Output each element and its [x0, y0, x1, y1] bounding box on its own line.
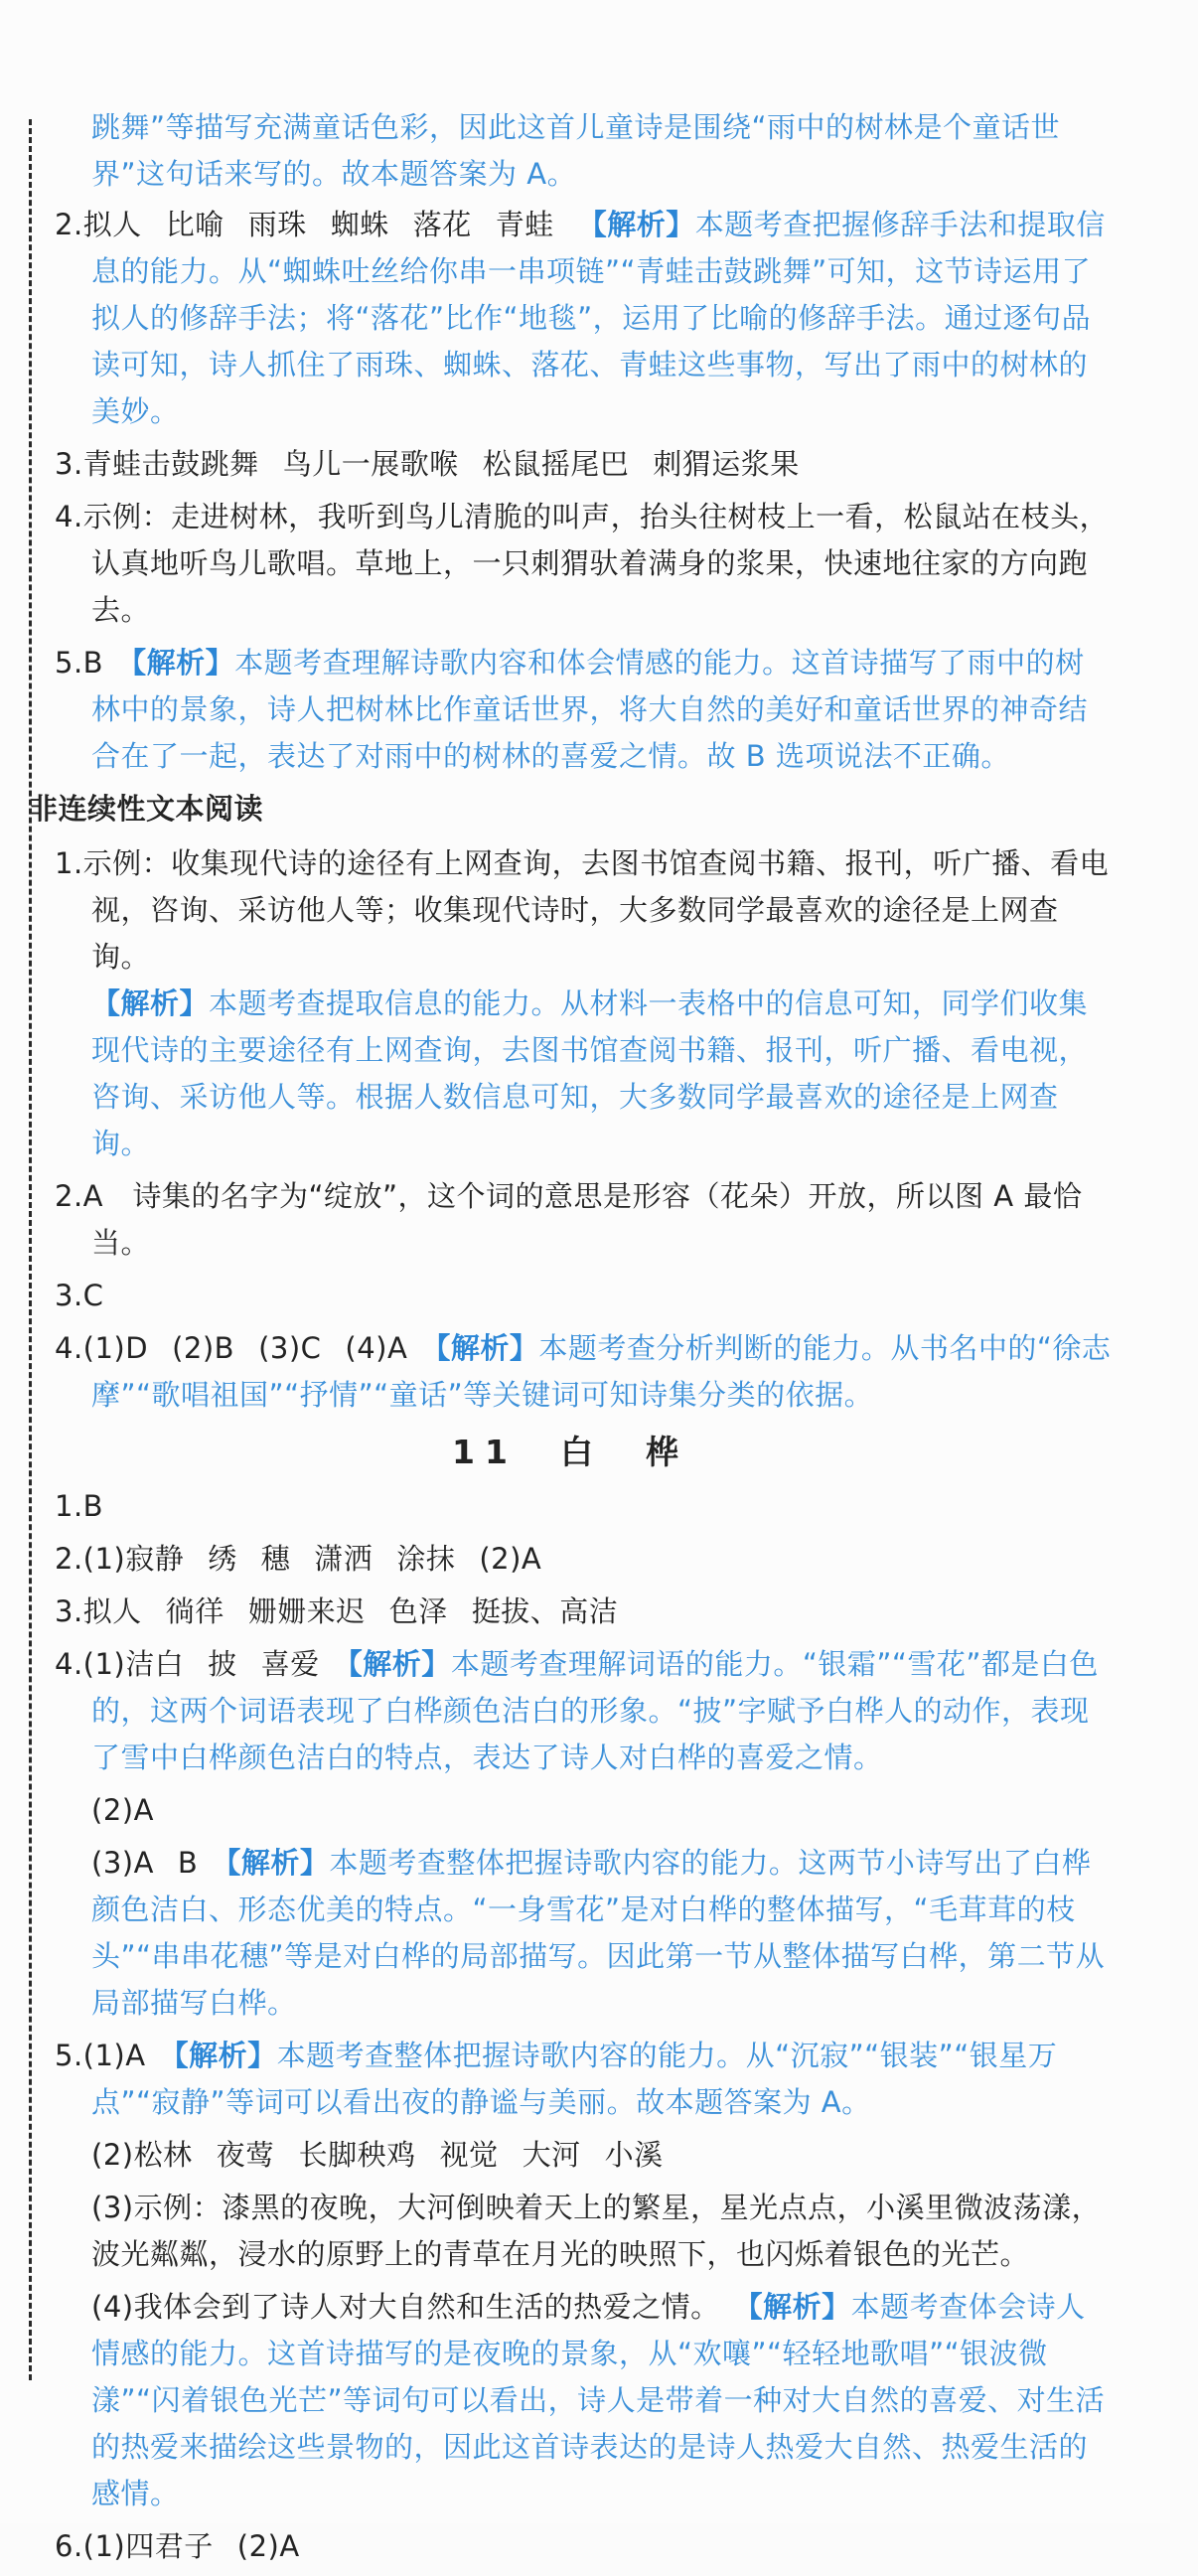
answer-word: 披 [208, 1647, 237, 1681]
answer-word: (1)寂静 [82, 1542, 185, 1576]
answer-item-nc-2 [29, 1173, 1112, 1267]
lesson-item-5-sub-2 [29, 2132, 1112, 2179]
analysis-text: 本题考查提取信息的能力。从材料一表格中的信息可知，同学们收集现代诗的主要途径有上网查询，去图书馆查阅书籍、报刊，听广播、看电视，咨询、采访他人等。根据人数信息可知，大多数同学最喜欢的途径是上网查询。 [91, 986, 1089, 1160]
answer-word: (2)A [479, 1542, 542, 1576]
analysis-text: 本题考查分析判断的能力。从书名中的“徐志摩”“歌唱祖国”“抒情”“童话”等关键词可知诗集分类的依据。 [91, 1331, 1112, 1412]
answer-item-nc-4 [29, 1325, 1112, 1419]
answer-word: 夜莺 [216, 2138, 275, 2172]
item-number: 3. [55, 447, 83, 481]
answer-word: 落花 [412, 208, 472, 241]
lesson-item-4-sub-3 [29, 1840, 1112, 2027]
analysis-tag: 【解析】 [577, 208, 695, 241]
answer-text: 示例：走进树林，我听到鸟儿清脆的叫声，抬头往树枝上一看，松鼠站在枝头，认真地听鸟儿歌唱。草地上，一只刺猬驮着满身的浆果，快速地往家的方向跑去。 [82, 500, 1110, 627]
answer-word: (2)A [236, 2529, 300, 2563]
analysis-tag: 【解析】 [91, 986, 210, 1020]
analysis-text: 本题考查理解诗歌内容和体会情感的能力。这首诗描写了雨中的树林中的景象，诗人把树林比作童话世界，将大自然的美好和童话世界的神奇结合在了一起，表达了对雨中的树林的喜爱之情。故 B 选项说法不正确。 [91, 646, 1089, 773]
lesson-item-1 [29, 1483, 1112, 1530]
item-number: 1. [55, 1489, 83, 1523]
answer-word: (1)四君子 [82, 2529, 214, 2563]
answer-word: 绣 [208, 1542, 237, 1576]
analysis-text: 本题考查体会诗人情感的能力。这首诗描写的是夜晚的景象，从“欢嚷”“轻轻地歌唱”“银波微漾”“闪着银色光芒”等词句可以看出，诗人是带着一种对大自然的喜爱、对生活的热爱来描绘这些景物的，因此这首诗表达的是诗人热爱大自然、热爱生活的感情。 [91, 2290, 1106, 2510]
lesson-item-6 [29, 2523, 1112, 2570]
item-number: 3. [55, 1594, 83, 1628]
answer-word: (1)洁白 [82, 1647, 185, 1681]
answer-text: B [82, 1489, 104, 1523]
answer-word: 视觉 [439, 2138, 499, 2172]
answer-word: 喜爱 [260, 1647, 320, 1681]
answer-item-3 [29, 441, 1112, 488]
lesson-item-5-sub-3 [29, 2185, 1112, 2278]
answer-word: 蜘蛛 [330, 208, 389, 241]
analysis-text: 本题考查理解词语的能力。“银霜”“雪花”都是白色的，这两个词语表现了白桦颜色洁白的形象。“披”字赋予白桦人的动作，表现了雪中白桦颜色洁白的特点，表达了诗人对白桦的喜爱之情。 [91, 1647, 1099, 1774]
answer-word: 色泽 [388, 1594, 448, 1628]
answer-word: 小溪 [604, 2138, 664, 2172]
answer-text: C [82, 1279, 104, 1312]
answer-text: (4)我体会到了诗人对大自然和生活的热爱之情。 [91, 2290, 720, 2324]
analysis-text: 本题考查整体把握诗歌内容的能力。这两节小诗写出了白桦颜色洁白、形态优美的特点。“一身雪花”是对白桦的整体描写，“毛茸茸的枝头”“串串花穗”等是对白桦的局部描写。因此第一节从整体描写白桦，第二节从局部描写白桦。 [91, 1846, 1106, 2020]
answer-word: 比喻 [165, 208, 225, 241]
answer-word: 雨珠 [247, 208, 307, 241]
item-number: 1. [55, 846, 83, 880]
answer-word: 涂抹 [396, 1542, 456, 1576]
answer-word: 刺猬运浆果 [653, 447, 800, 481]
analysis-text: 跳舞”等描写充满童话色彩，因此这首儿童诗是围绕“雨中的树林是个童话世界”这句话来写的。故本题答案为 A。 [91, 110, 1061, 191]
answer-text: (2)A [91, 1793, 154, 1827]
answer-word: (4)A [345, 1331, 408, 1365]
answer-word: 大河 [522, 2138, 581, 2172]
answer-word: 青蛙击鼓跳舞 [82, 447, 259, 481]
answer-word: 长脚秧鸡 [298, 2138, 416, 2172]
lesson-item-5 [29, 2033, 1112, 2126]
analysis-tag: 【解析】 [117, 646, 235, 680]
answer-word: 徜徉 [165, 1594, 225, 1628]
answer-item-nc-1-analysis [29, 981, 1112, 1167]
answer-word: B [82, 646, 104, 680]
answer-word: 挺拔、高洁 [471, 1594, 619, 1628]
answer-item-2 [29, 202, 1112, 435]
lesson-item-4-sub-2 [29, 1787, 1112, 1834]
answer-item-5 [29, 640, 1112, 780]
item-number: 5. [55, 2039, 83, 2072]
analysis-tag: 【解析】 [421, 1331, 539, 1365]
item-number: 6. [55, 2529, 83, 2563]
item-number: 4. [55, 500, 83, 533]
lesson-item-2 [29, 1536, 1112, 1583]
analysis-tag: 【解析】 [733, 2290, 851, 2324]
answer-item-nc-1 [29, 840, 1112, 981]
lesson-title: 11 白 桦 [452, 1433, 688, 1471]
answer-content [29, 104, 1112, 2576]
answer-word: 潇洒 [314, 1542, 374, 1576]
continued-analysis [29, 104, 1112, 198]
lesson-item-5-sub-4 [29, 2284, 1112, 2517]
answer-word: 穗 [260, 1542, 291, 1576]
answer-word: 青蛙 [495, 208, 554, 241]
answer-word: 拟人 [82, 1594, 142, 1628]
analysis-text: 本题考查把握修辞手法和提取信息的能力。从“蜘蛛吐丝给你串一串项链”“青蛙击鼓跳舞”可知，这节诗运用了拟人的修辞手法；将“落花”比作“地毯”，运用了比喻的修辞手法。通过逐句品读可知，诗人抓住了雨珠、蜘蛛、落花、青蛙这些事物，写出了雨中的树林的美妙。 [91, 208, 1106, 428]
section-heading: 非连续性文本阅读 [29, 792, 264, 826]
item-number: 2. [55, 208, 83, 241]
item-number: 2. [55, 1179, 83, 1213]
answer-word: 拟人 [82, 208, 142, 241]
analysis-tag: 【解析】 [333, 1647, 451, 1681]
answer-word: 鸟儿一展歌喉 [282, 447, 459, 481]
answer-word: B [177, 1846, 199, 1880]
lesson-item-4 [29, 1641, 1112, 1781]
lesson-item-3 [29, 1589, 1112, 1635]
answer-item-nc-3 [29, 1273, 1112, 1319]
answer-word: (2)松林 [91, 2138, 193, 2172]
answer-word: (1)A [82, 2039, 146, 2072]
item-number: 5. [55, 646, 83, 680]
answer-item-4 [29, 494, 1112, 634]
item-number: 2. [55, 1542, 83, 1576]
item-number: 4. [55, 1331, 83, 1365]
analysis-tag: 【解析】 [159, 2039, 277, 2072]
item-number: 4. [55, 1647, 83, 1681]
answer-text: A 诗集的名字为“绽放”，这个词的意思是形容（花朵）开放，所以图 A 最恰当。 [82, 1179, 1083, 1260]
answer-text: 示例：收集现代诗的途径有上网查询，去图书馆查阅书籍、报刊，听广播、看电视，咨询、采访他人等；收集现代诗时，大多数同学最喜欢的途径是上网查询。 [82, 846, 1110, 974]
answer-word: (1)D [82, 1331, 149, 1365]
answer-text: (3)示例：漆黑的夜晚，大河倒映着天上的繁星，星光点点，小溪里微波荡漾，波光粼粼，浸水的原野上的青草在月光的映照下，也闪烁着银色的光芒。 [91, 2191, 1102, 2271]
answer-word: (2)B [172, 1331, 235, 1365]
answer-word: (3)A [91, 1846, 154, 1880]
analysis-tag: 【解析】 [212, 1846, 330, 1880]
answer-word: 姗姗来迟 [247, 1594, 366, 1628]
answer-word: (3)C [258, 1331, 322, 1365]
analysis-text: 本题考查整体把握诗歌内容的能力。从“沉寂”“银装”“银星万点”“寂静”等词可以看出夜的静谧与美丽。故本题答案为 A。 [91, 2039, 1058, 2119]
answer-word: 松鼠摇尾巴 [482, 447, 630, 481]
item-number: 3. [55, 1279, 83, 1312]
